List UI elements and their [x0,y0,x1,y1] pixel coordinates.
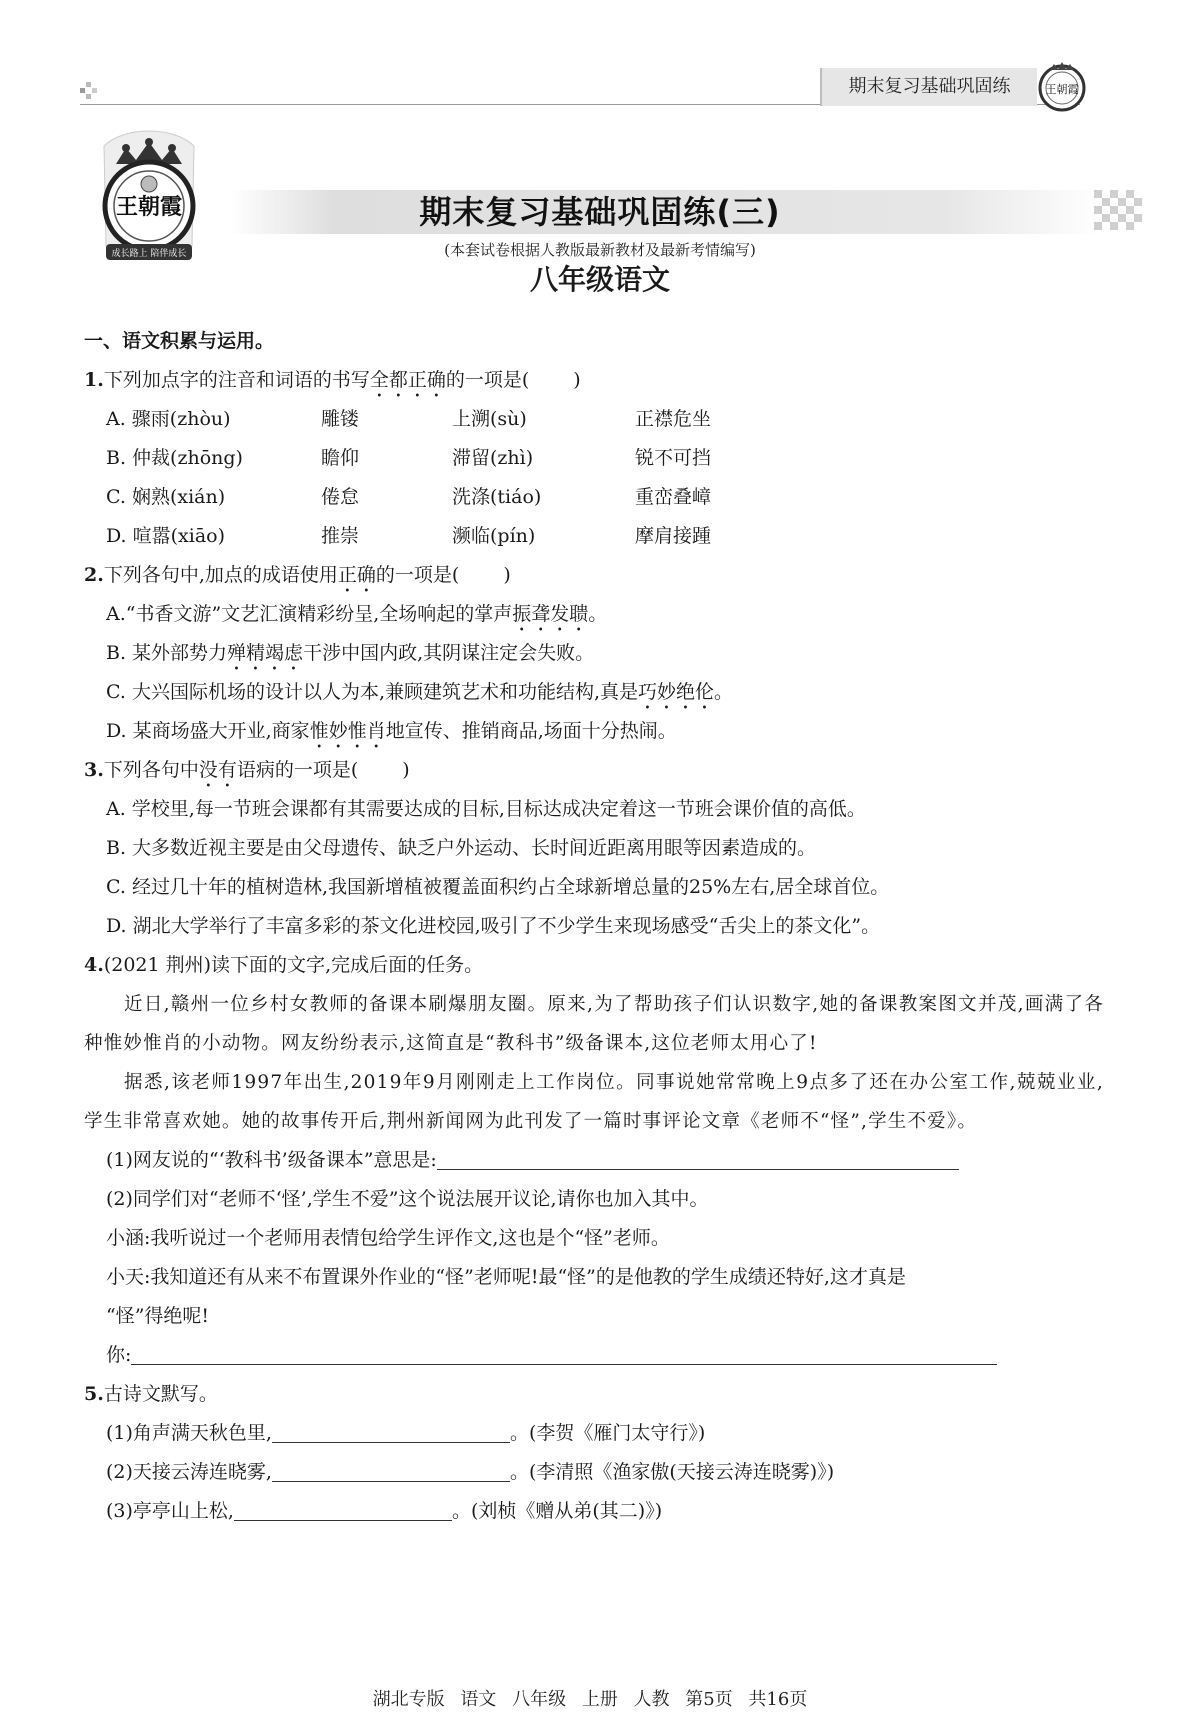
brand-slogan: 成长路上 陪伴成长 [111,249,187,259]
page-title: 期末复习基础巩固练(三) [419,193,781,231]
q2-option-a: A.“书香文游”文艺汇演精彩纷呈,全场响起的掌声振聋发聩。 [106,603,608,625]
q2-option-c: C. 大兴国际机场的设计以人为本,兼顾建筑艺术和功能结构,真是巧妙绝伦。 [106,681,734,703]
passage-paragraph-1: 近日,赣州一位乡村女教师的备课本刷爆朋友圈。原来,为了帮助孩子们认识数字,她的备课教案图文并茂,画满了各种惟妙惟肖的小动物。网友纷纷表示,这简直是“教科书”级备课本,这位老师太用心了! [84,994,1104,1054]
answer-line[interactable] [437,1145,959,1170]
brand-logo [84,126,214,276]
q3-option-d: D. 湖北大学举行了丰富多彩的茶文化进校园,吸引了不少学生来现场感受“舌尖上的茶文化”。 [106,915,881,937]
page-footer: 湖北专版 语文 八年级 上册 人教 第5页 共16页 [372,1689,808,1710]
passage-paragraph-2: 据悉,该老师1997年出生,2019年9月刚刚走上工作岗位。同事说她常常晚上9点多了还在办公室工作,兢兢业业,学生非常喜欢她。她的故事传开后,荆州新闻网为此刊发了一篇时事评论文章《老师不“怪”,学生不爱》。 [84,1072,1104,1132]
dialog-you: 你: [84,1336,1104,1375]
q1-option-b: B. 仲裁(zhōng) 瞻仰 滞留(zhì) 锐不可挡 [106,447,712,469]
answer-line[interactable] [234,1496,452,1521]
answer-line[interactable] [272,1457,510,1482]
q3-option-b: B. 大多数近视主要是由父母遗传、缺乏户外运动、长时间近距离用眼等因素造成的。 [106,837,817,859]
dialog-xiaohan: 小涵:我听说过一个老师用表情包给学生评作文,这也是个“怪”老师。 [106,1227,670,1249]
brand-name: 王朝霞 [115,194,183,220]
svg-text:王朝霞: 王朝霞 [1045,83,1079,96]
checker-decoration [1094,190,1142,234]
q2-option-d: D. 某商场盛大开业,商家惟妙惟肖地宣传、推销商品,场面十分热闹。 [106,720,677,742]
section-heading: 一、语文积累与运用。 [84,330,275,352]
running-title: 期末复习基础巩固练 [820,68,1037,106]
question-5-stem: 5.古诗文默写。 [84,1383,218,1405]
poem-item-2: (2)天接云涛连晓雾, 。(李清照《渔家傲(天接云涛连晓雾)》) [84,1453,1104,1492]
poem-item-1: (1)角声满天秋色里, 。(李贺《雁门太守行》) [84,1414,1104,1453]
q1-option-d: D. 喧嚣(xiāo) 推崇 濒临(pín) 摩肩接踵 [106,525,712,547]
q3-option-c: C. 经过几十年的植树造林,我国新增植被覆盖面积约占全球新增总量的25%左右,居全球首位。 [106,876,890,898]
question-content [84,322,1104,1531]
q3-option-a: A. 学校里,每一节班会课都有其需要达成的目标,目标达成决定着这一节班会课价值的高低。 [106,798,866,820]
q1-option-c: C. 娴熟(xián) 倦怠 洗涤(tiáo) 重峦叠嶂 [106,486,712,508]
poem-item-3: (3)亭亭山上松, 。(刘桢《赠从弟(其二)》) [84,1492,1104,1531]
grade-title: 八年级语文 [529,263,670,296]
q1-option-a: A. 骤雨(zhòu) 雕镂 上溯(sù) 正襟危坐 [106,408,712,430]
question-1-stem: 1.下列加点字的注音和词语的书写全都正确的一项是( ) [84,369,581,391]
q4-sub-1: (1)网友说的“‘教科书’级备课本”意思是: [84,1141,1104,1180]
q4-sub-2: (2)同学们对“老师不‘怪’,学生不爱”这个说法展开议论,请你也加入其中。 [106,1188,709,1210]
header-decoration [80,80,110,100]
question-3-stem: 3.下列各句中没有语病的一项是( ) [84,759,410,781]
answer-line[interactable] [131,1340,997,1365]
dialog-xiaotian-cont: “怪”得绝呢! [106,1305,210,1327]
title-note: (本套试卷根据人教版最新教材及最新考情编写) [444,241,756,259]
question-2-stem: 2.下列各句中,加点的成语使用正确的一项是( ) [84,564,511,586]
dialog-xiaotian: 小天:我知道还有从来不布置课外作业的“怪”老师呢!最“怪”的是他教的学生成绩还特好,这才真是 [106,1266,906,1288]
q2-option-b: B. 某外部势力殚精竭虑干涉中国内政,其阴谋注定会失败。 [106,642,595,664]
answer-line[interactable] [272,1418,510,1443]
brand-logo-small [1036,60,1088,112]
question-4-stem: 4.(2021 荆州)读下面的文字,完成后面的任务。 [84,954,484,976]
